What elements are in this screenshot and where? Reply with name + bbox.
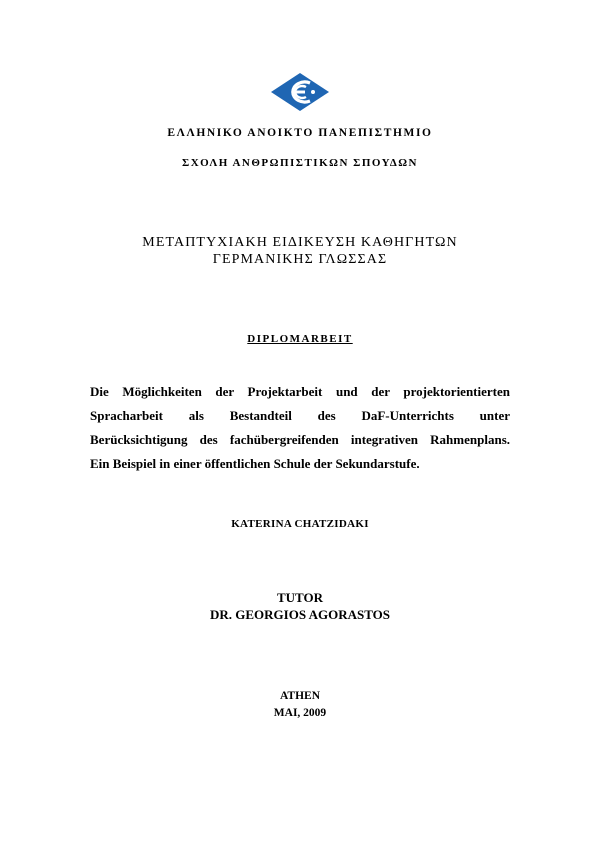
university-name: ΕΛΛΗΝΙΚΟ ΑΝΟΙΚΤΟ ΠΑΝΕΠΙΣΤΗΜΙΟ (167, 127, 433, 139)
thesis-title (90, 380, 510, 476)
program-title-line-2: ΓΕΡΜΑΝΙΚΗΣ ΓΛΩΣΣΑΣ (212, 252, 388, 267)
thesis-title-line-3: Berücksichtigung des fachübergreifenden integrativen Rahmenplans. (90, 432, 510, 447)
school-name: ΣΧΟΛΗ ΑΝΘΡΩΠΙΣΤΙΚΩΝ ΣΠΟΥΔΩΝ (182, 157, 418, 169)
tutor-name: DR. GEORGIOS AGORASTOS (209, 607, 390, 622)
place-date-block (0, 688, 600, 722)
program-title (0, 234, 600, 268)
place: ATHEN (279, 690, 321, 702)
tutor-label: TUTOR (277, 590, 323, 605)
tutor-block (0, 589, 600, 623)
program-title-line-1: ΜΕΤΑΠΤΥΧΙΑΚΗ ΕΙΔΙΚΕΥΣΗ ΚΑΘΗΓΗΤΩΝ (142, 235, 458, 250)
thesis-title-line-1: Die Möglichkeiten der Projektarbeit und der projektorientierten (90, 384, 510, 399)
date: MAI, 2009 (273, 707, 327, 719)
document-type-label: DIPLOMARBEIT (247, 333, 353, 345)
document-type (0, 333, 600, 345)
thesis-title-line-2: Spracharbeit als Bestandteil des DaF-Unterrichts unter (90, 408, 510, 423)
author-name: KATERINA CHATZIDAKI (231, 518, 369, 530)
university-logo-icon (270, 72, 330, 112)
thesis-title-line-4: Ein Beispiel in einer öffentlichen Schule der Sekundarstufe. (90, 456, 420, 471)
